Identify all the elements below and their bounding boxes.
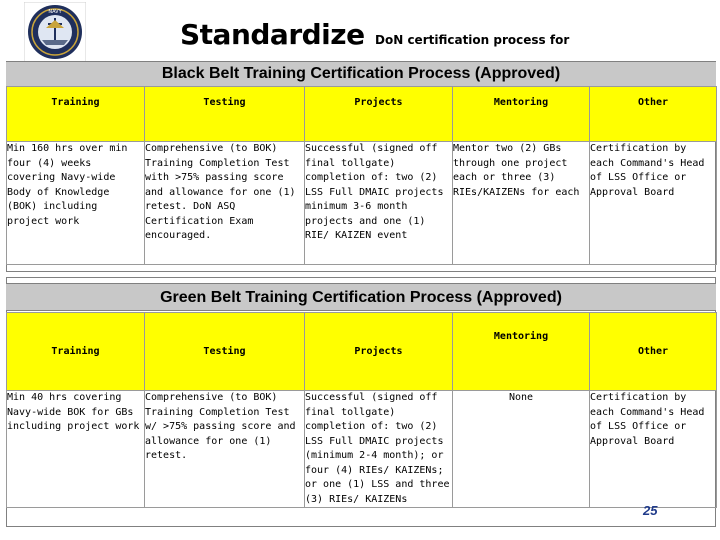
header-training: Training: [7, 313, 145, 391]
header-mentoring: Mentoring: [453, 87, 590, 142]
mentoring-header-label: Mentoring: [493, 331, 549, 342]
black-belt-table: [6, 86, 717, 265]
cell-projects: Successful (signed off final tollgate) completion of: two (2) LSS Full DMAIC projects (minimum 2-4 month); or four (4) RIEs/ KAIZENs; or one (1) LSS and three (3) RIEs/ KAIZENs: [305, 391, 453, 508]
cell-projects: Successful (signed off final tollgate) completion of: two (2) LSS Full DMAIC projects minimum 3-6 month projects and one (1) RIE/ KAIZEN event: [305, 142, 453, 265]
green-belt-banner: Green Belt Training Certification Process (Approved): [6, 283, 716, 311]
cell-testing: Comprehensive (to BOK) Training Completion Test with >75% passing score and allowance for one (1) retest. DoN ASQ Certification Exam encouraged.: [145, 142, 305, 265]
cell-mentoring: None: [453, 391, 590, 508]
header-testing: Testing: [145, 87, 305, 142]
cell-testing: Comprehensive (to BOK) Training Completion Test w/ >75% passing score and allowance for one (1) retest.: [145, 391, 305, 508]
cell-mentoring: Mentor two (2) GBs through one project each or three (3) RIEs/KAIZENs for each: [453, 142, 590, 265]
black-belt-header-row: [7, 87, 717, 142]
cell-other: Certification by each Command's Head of LSS Office or Approval Board: [590, 142, 717, 265]
navy-seal-logo: [24, 2, 86, 62]
header-projects: Projects: [305, 313, 453, 391]
header-testing: Testing: [145, 313, 305, 391]
mentoring-header-wrap: [453, 313, 589, 390]
header-projects: Projects: [305, 87, 453, 142]
title-large: Standardize: [180, 18, 365, 51]
page-title: [180, 18, 569, 51]
green-belt-header-row: [7, 313, 717, 391]
green-belt-table: [6, 312, 717, 508]
cell-training: Min 40 hrs covering Navy-wide BOK for GBs including project work: [7, 391, 145, 508]
black-belt-banner: Black Belt Training Certification Process (Approved): [6, 61, 716, 87]
title-small: DoN certification process for: [375, 33, 570, 47]
cell-other: Certification by each Command's Head of LSS Office or Approval Board: [590, 391, 717, 508]
header-other: Other: [590, 87, 717, 142]
cell-training: Min 160 hrs over min four (4) weeks covering Navy-wide Body of Knowledge (BOK) including project work: [7, 142, 145, 265]
green-belt-body-row: [7, 391, 717, 508]
black-belt-body-row: [7, 142, 717, 265]
header-other: Other: [590, 313, 717, 391]
svg-text:NAVY: NAVY: [48, 9, 62, 15]
header-mentoring: [453, 313, 590, 391]
header-training: Training: [7, 87, 145, 142]
page-number: 25: [643, 503, 658, 518]
